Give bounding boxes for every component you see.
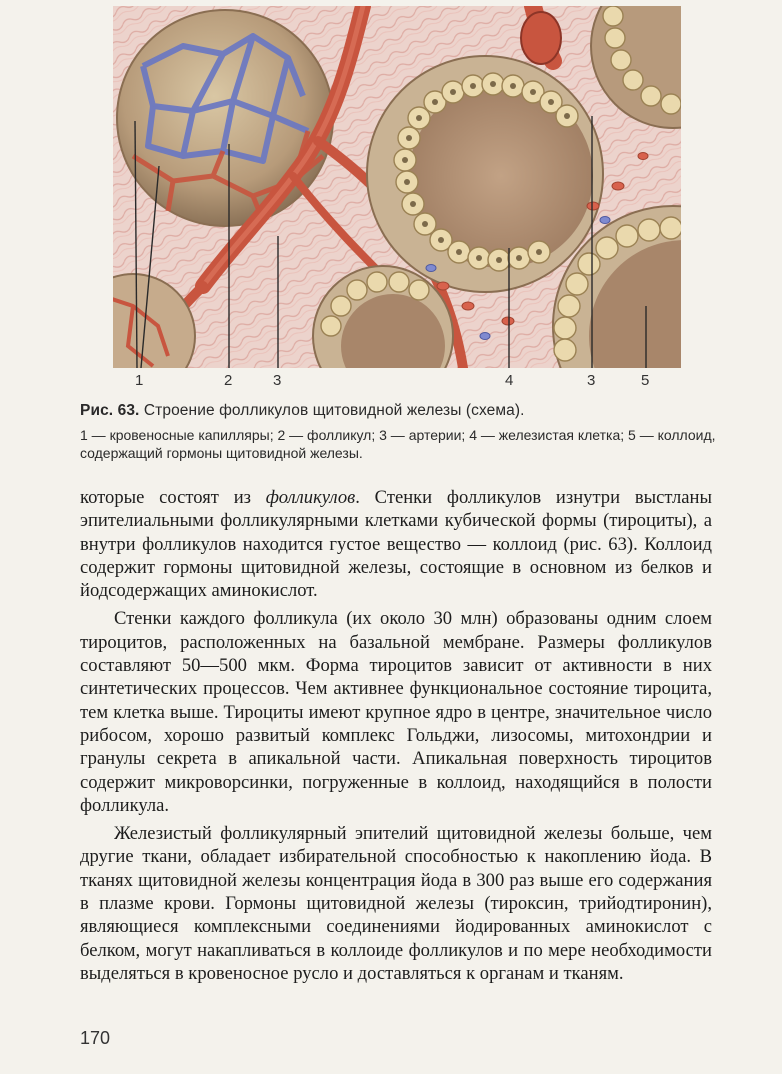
follicle-center [367, 56, 603, 292]
caption-title-text: Строение фолликулов щитовидной железы (схема). [143, 402, 525, 419]
figure-caption [80, 402, 720, 462]
caption-legend: 1 — кровеносные капилляры; 2 — фолликул; 3 — артерии; 4 — железистая клетка; 5 — коллоид, содержащий гормоны щитовидной железы. [80, 427, 716, 461]
caption-title [80, 402, 720, 420]
figure-callout-numbers [0, 372, 782, 392]
paragraph-1-term: фолликулов [265, 487, 356, 508]
page-number: 170 [80, 1028, 111, 1048]
follicle-with-capillaries [117, 10, 333, 226]
paragraph-2: Стенки каждого фолликула (их около 30 млн) образованы одним слоем тироцитов, расположенных на базальной мембране. Размеры фолликулов составляют 50—500 мкм. Форма тироцитов зависит от активности в них синтетических процессов. Чем активнее функциональное состояние тироцита, тем клетка выше. Тироциты имеют крупное ядро в центре, значительное число рибосом, хорошо развитый комплекс Гольджи, лизосомы, митохондрии и гранулы секрета в апикальной части. Апикальная поверхность тироцитов содержит микроворсинки, погруженные в коллоид, находящийся в полости фолликула. [80, 608, 712, 816]
paragraph-1-rest: . Стенки фолликулов изнутри выстланы эпителиальными фолликулярными клетками кубической формы (тироциты), а внутри фолликулов находится густое вещество — коллоид (рис. 63). Коллоид содержит гормоны щитовидной железы, состоящие в основном из белков и йодсодержащих аминокислот. [80, 487, 712, 602]
vessel-cross-section [521, 12, 561, 64]
callout-1: 1 [135, 372, 144, 389]
paragraph-3: Железистый фолликулярный эпителий щитовидной железы больше, чем другие ткани, обладает избирательной способностью к накоплению йода. В тканях щитовидной железы концентрация йода в 300 раз выше его содержания в плазме крови. Гормоны щитовидной железы (тироксин, трийодтиронин), являющиеся комплексными соединениями йодированных аминокислот с белком, могут накапливаться в коллоиде фолликулов и по мере необходимости выделяться в кровеносное русло и доставляться к органам и тканям. [80, 823, 712, 984]
body-text [80, 486, 712, 985]
paragraph-1 [80, 486, 712, 602]
callout-2: 2 [224, 372, 233, 389]
thyroid-follicles-illustration [113, 6, 681, 368]
callout-3b: 3 [587, 372, 596, 389]
paragraph-1-start: которые состоят из [80, 487, 266, 508]
caption-label: Рис. 63. [80, 402, 140, 419]
callout-4: 4 [505, 372, 514, 389]
callout-5: 5 [641, 372, 650, 389]
callout-3: 3 [273, 372, 282, 389]
